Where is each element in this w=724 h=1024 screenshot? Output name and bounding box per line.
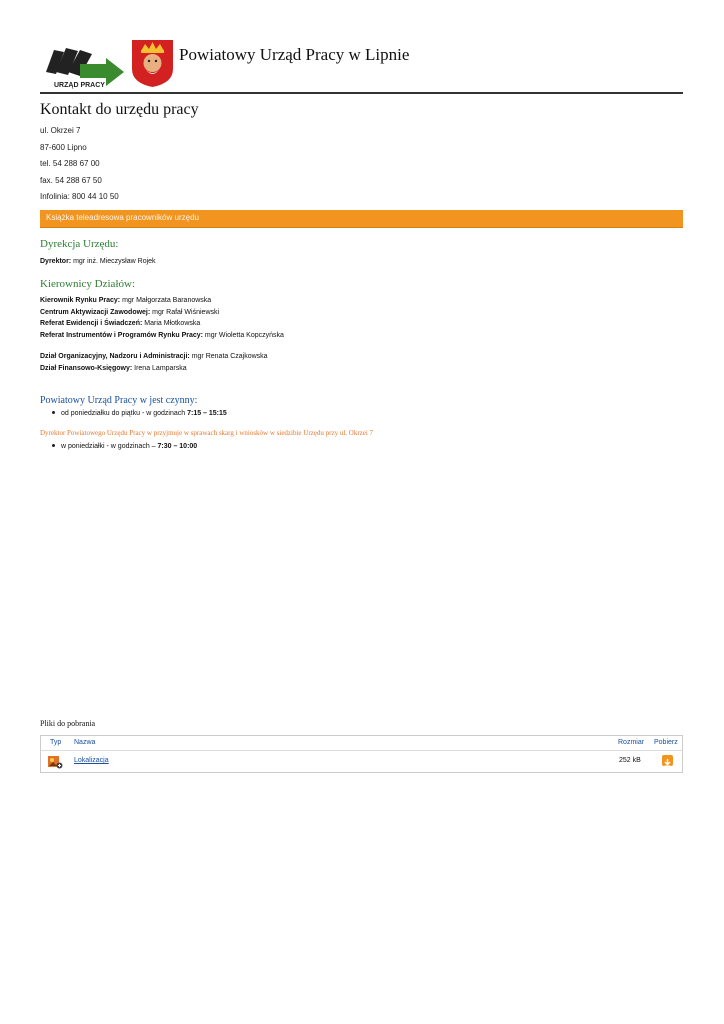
- column-type: Typ: [50, 739, 62, 746]
- address-tel: tel. 54 288 67 00: [40, 159, 100, 168]
- office-hours-item: od poniedziałku do piątku - w godzinach 7:15 – 15:15: [52, 410, 227, 417]
- address-street: ul. Okrzei 7: [40, 126, 81, 135]
- opening-hours-heading: Powiatowy Urząd Pracy w jest czynny:: [40, 395, 198, 406]
- manager-item: Dział Finansowo-Księgowy: Irena Lamparska: [40, 365, 187, 372]
- downloads-heading: Pliki do pobrania: [40, 719, 96, 728]
- manager-item: Kierownik Rynku Pracy: mgr Małgorzata Baranowska: [40, 297, 212, 304]
- manager-item: Referat Instrumentów i Programów Rynku Pracy: mgr Wioletta Kopczyńska: [40, 332, 284, 339]
- manager-item: Centrum Aktywizacji Zawodowej: mgr Rafał Wiśniewski: [40, 309, 220, 316]
- managers-heading: Kierownicy Działów:: [40, 278, 135, 290]
- download-icon: [662, 757, 673, 768]
- directorate-heading: Dyrekcja Urzędu:: [40, 238, 119, 250]
- director-hours-item: w poniedziałki - w godzinach – 7:30 – 10:00: [52, 443, 197, 450]
- page-title: Kontakt do urzędu pracy: [40, 101, 199, 118]
- image-file-icon: [47, 755, 63, 769]
- download-button[interactable]: [662, 755, 673, 766]
- column-name: Nazwa: [74, 739, 96, 746]
- column-size: Rozmiar: [618, 739, 645, 746]
- file-link-lokalizacja[interactable]: Lokalizacja: [74, 757, 109, 764]
- phonebook-link[interactable]: [40, 210, 683, 228]
- urzad-pracy-logo[interactable]: [40, 42, 126, 90]
- directorate-item: Dyrektor: mgr inż. Mieczysław Rojek: [40, 258, 156, 265]
- director-reception-note: Dyrektor Powiatowego Urzędu Pracy w przyjmuje w sprawach skarg i wniosków w siedzibie Urzędu przy ul. Okrzei 7: [40, 429, 374, 437]
- phonebook-link-label: Książka teleadresowa pracowników urzędu: [46, 213, 199, 222]
- logo-text: URZĄD PRACY: [54, 82, 105, 89]
- manager-item: Referat Ewidencji i Świadczeń: Maria Młotkowska: [40, 320, 201, 327]
- downloads-table: [40, 735, 683, 773]
- address-infoline: Infolinia: 800 44 10 50: [40, 192, 119, 201]
- column-download: Pobierz: [654, 739, 678, 746]
- manager-item: Dział Organizacyjny, Nadzoru i Administracji: mgr Renata Czajkowska: [40, 353, 268, 360]
- coat-of-arms-icon: [131, 39, 174, 88]
- address-city: 87-600 Lipno: [40, 143, 87, 152]
- table-divider: [41, 750, 682, 751]
- file-size: 252 kB: [619, 757, 641, 764]
- site-header: [40, 38, 683, 94]
- address-fax: fax. 54 288 67 50: [40, 176, 102, 185]
- site-title: Powiatowy Urząd Pracy w Lipnie: [179, 45, 410, 64]
